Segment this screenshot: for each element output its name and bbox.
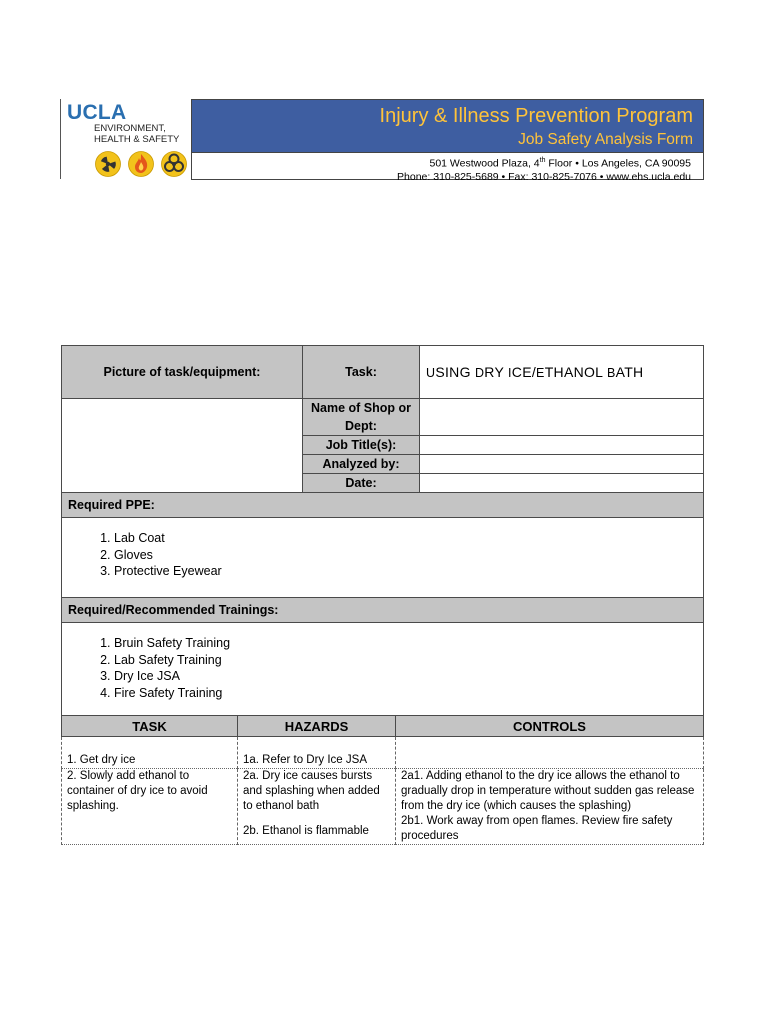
logo-hazard-icons [95,150,187,178]
task-title-part: D [474,366,485,380]
task-title-part: SING [435,364,475,380]
task-title-part: ATH [615,364,644,380]
column-header-controls: CONTROLS [396,716,704,737]
control-cell [396,737,704,769]
list-item: 1. Lab Coat [114,530,703,547]
training-list [84,635,703,701]
date-label: Date: [303,474,420,493]
form-title: Job Safety Analysis Form [518,131,693,148]
job-title-label: Job Title(s): [303,436,420,455]
hazard-text: 2a. Dry ice causes bursts and splashing when added to ethanol bath [243,770,380,812]
list-item: 3. Dry Ice JSA [114,668,703,685]
shop-dept-label: Name of Shop or Dept: [303,399,420,436]
task-title-part: I [508,366,512,380]
list-item: 1. Bruin Safety Training [114,635,703,652]
list-item: 2. Lab Safety Training [114,652,703,669]
task-cell: 1. Get dry ice [62,737,238,769]
flame-icon [129,152,154,177]
biohazard-icon [162,152,187,177]
hazard-cell [238,769,396,845]
analyzed-by-field[interactable] [420,455,704,474]
analyzed-by-label: Analyzed by: [303,455,420,474]
job-title-field[interactable] [420,436,704,455]
control-cell [396,769,704,845]
task-title-part: U [426,366,436,380]
ppe-list [84,530,703,580]
radiation-icon [96,152,121,177]
task-title-part: E [536,366,545,380]
control-text: 2a1. Adding ethanol to the dry ice allows the ethanol to gradually drop in temperature without sudden gas release from the dry ice (which causes the splashing) [401,770,695,812]
job-safety-form [61,345,704,721]
ppe-list-cell [62,518,704,598]
task-title-part: CE/ [511,364,537,380]
hazard-cell: 1a. Refer to Dry Ice JSA [238,737,396,769]
title-band [191,99,704,152]
task-title-part: RY [484,364,509,380]
training-heading: Required/Recommended Trainings: [62,598,704,623]
list-item: 2. Gloves [114,547,703,564]
address-line: 501 Westwood Plaza, 4th Floor • Los Angeles, CA 90095 [429,157,691,170]
picture-area [62,399,303,493]
task-hazard-control-table [61,715,704,845]
date-field[interactable] [420,474,704,493]
task-title [420,346,704,399]
picture-label: Picture of task/equipment: [62,346,303,399]
ppe-heading: Required PPE: [62,493,704,518]
header-banner [60,99,704,181]
training-list-cell [62,623,704,721]
task-label: Task: [303,346,420,399]
task-title-part: THANOL [544,364,607,380]
table-row [62,769,704,845]
column-header-task: TASK [62,716,238,737]
contact-line: Phone: 310-825-5689 • Fax: 310-825-7076 • www.ehs.ucla.edu [397,170,691,183]
list-item: 4. Fire Safety Training [114,685,703,702]
task-title-part: B [606,366,616,380]
control-text: 2b1. Work away from open flames. Review fire safety procedures [401,815,673,842]
column-header-hazards: HAZARDS [238,716,396,737]
logo-department-text: ENVIRONMENT, HEALTH & SAFETY [94,123,180,145]
shop-dept-field[interactable] [420,399,704,436]
hazard-text: 2b. Ethanol is flammable [243,825,369,837]
contact-band [191,152,704,183]
list-item: 3. Protective Eyewear [114,563,703,580]
program-title: Injury & Illness Prevention Program [379,105,693,127]
ucla-ehs-logo [60,99,191,179]
logo-ucla-text: UCLA [67,101,127,124]
table-row [62,737,704,769]
task-cell: 2. Slowly add ethanol to container of dry ice to avoid splashing. [62,769,238,845]
